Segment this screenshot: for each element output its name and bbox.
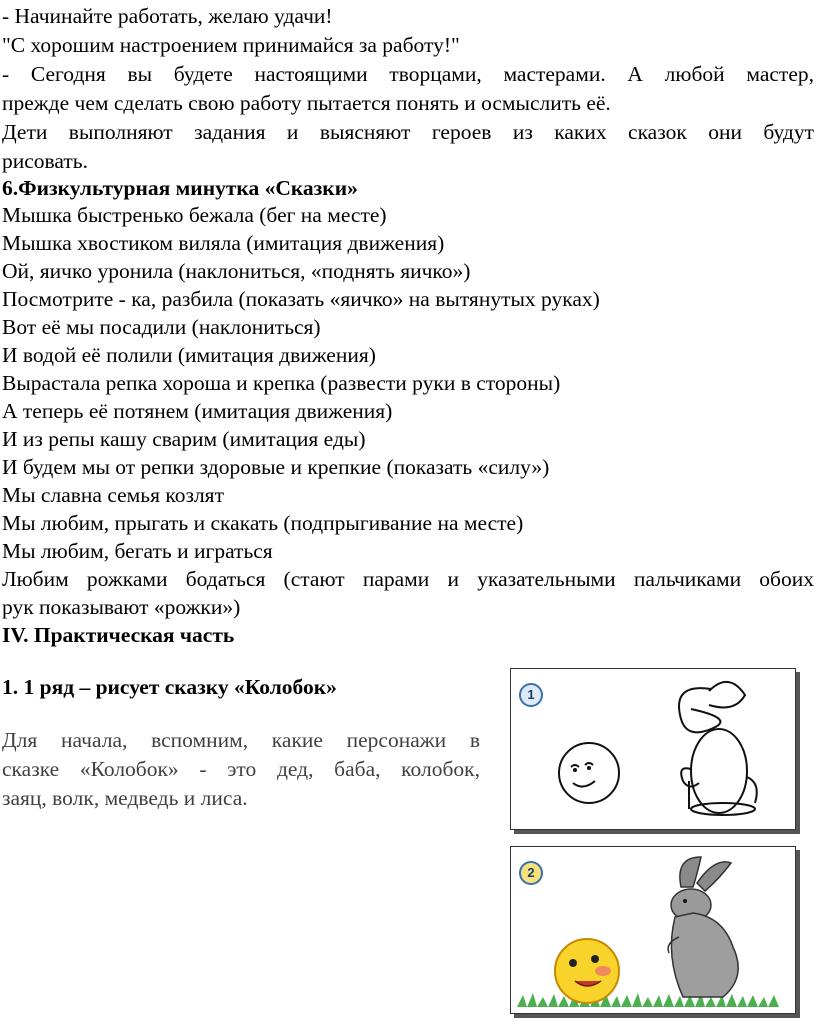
step-badge: 1 (519, 683, 543, 707)
sketch-drawing (511, 669, 795, 829)
poem-line: И будем мы от репки здоровые и крепкие (показать «силу») (2, 455, 550, 479)
colored-panel (510, 846, 796, 1014)
subsection-title: 1. 1 ряд – рисует сказку «Колобок» (2, 675, 337, 699)
poem-line: Вырастала репка хороша и крепка (развести руки в стороны) (2, 371, 561, 395)
step-badge: 2 (519, 861, 543, 885)
poem-line: Мы любим, бегать и играться (2, 539, 273, 563)
poem-line: И водой её полили (имитация движения) (2, 343, 376, 367)
text-line-5: Дети выполняют задания и выясняют героев из каких сказок они будут (2, 120, 814, 144)
poem-line: Ой, яичко уронила (наклониться, «поднять яичко») (2, 259, 471, 283)
poem-line: Любим рожками бодаться (стают парами и указательными пальчиками обоих (2, 567, 814, 591)
poem-line: Вот её мы посадили (наклониться) (2, 315, 321, 339)
text-line-6: рисовать. (2, 149, 88, 173)
poem-line: А теперь её потянем (имитация движения) (2, 399, 393, 423)
paragraph-line: сказке «Колобок» - это дед, баба, колобок, (2, 757, 480, 781)
poem-line: Мышка быстренько бежала (бег на месте) (2, 203, 387, 227)
text-line-4: прежде чем сделать свою работу пытается понять и осмыслить её. (2, 91, 611, 115)
text-line-1: - Начинайте работать, желаю удачи! (2, 4, 333, 28)
text-line-2: "С хорошим настроением принимайся за работу!" (2, 33, 460, 57)
sketch-panel (510, 668, 796, 830)
poem-line: Мышка хвостиком виляла (имитация движения) (2, 231, 445, 255)
section-6-title: 6.Физкультурная минутка «Сказки» (2, 176, 358, 200)
poem-line: Мы славна семья козлят (2, 483, 224, 507)
text-line-3: - Сегодня вы будете настоящими творцами, мастерами. А любой мастер, (2, 62, 814, 86)
poem-line: рук показывают «рожки») (2, 595, 241, 619)
colored-drawing (511, 847, 795, 1013)
poem-line: И из репы кашу сварим (имитация еды) (2, 427, 366, 451)
paragraph-line: заяц, волк, медведь и лиса. (2, 786, 248, 810)
poem-line: Мы любим, прыгать и скакать (подпрыгивание на месте) (2, 511, 524, 535)
section-4-title: IV. Практическая часть (2, 623, 235, 647)
paragraph-line: Для начала, вспомним, какие персонажи в (2, 728, 480, 752)
poem-line: Посмотрите - ка, разбила (показать «яичко» на вытянутых руках) (2, 287, 600, 311)
